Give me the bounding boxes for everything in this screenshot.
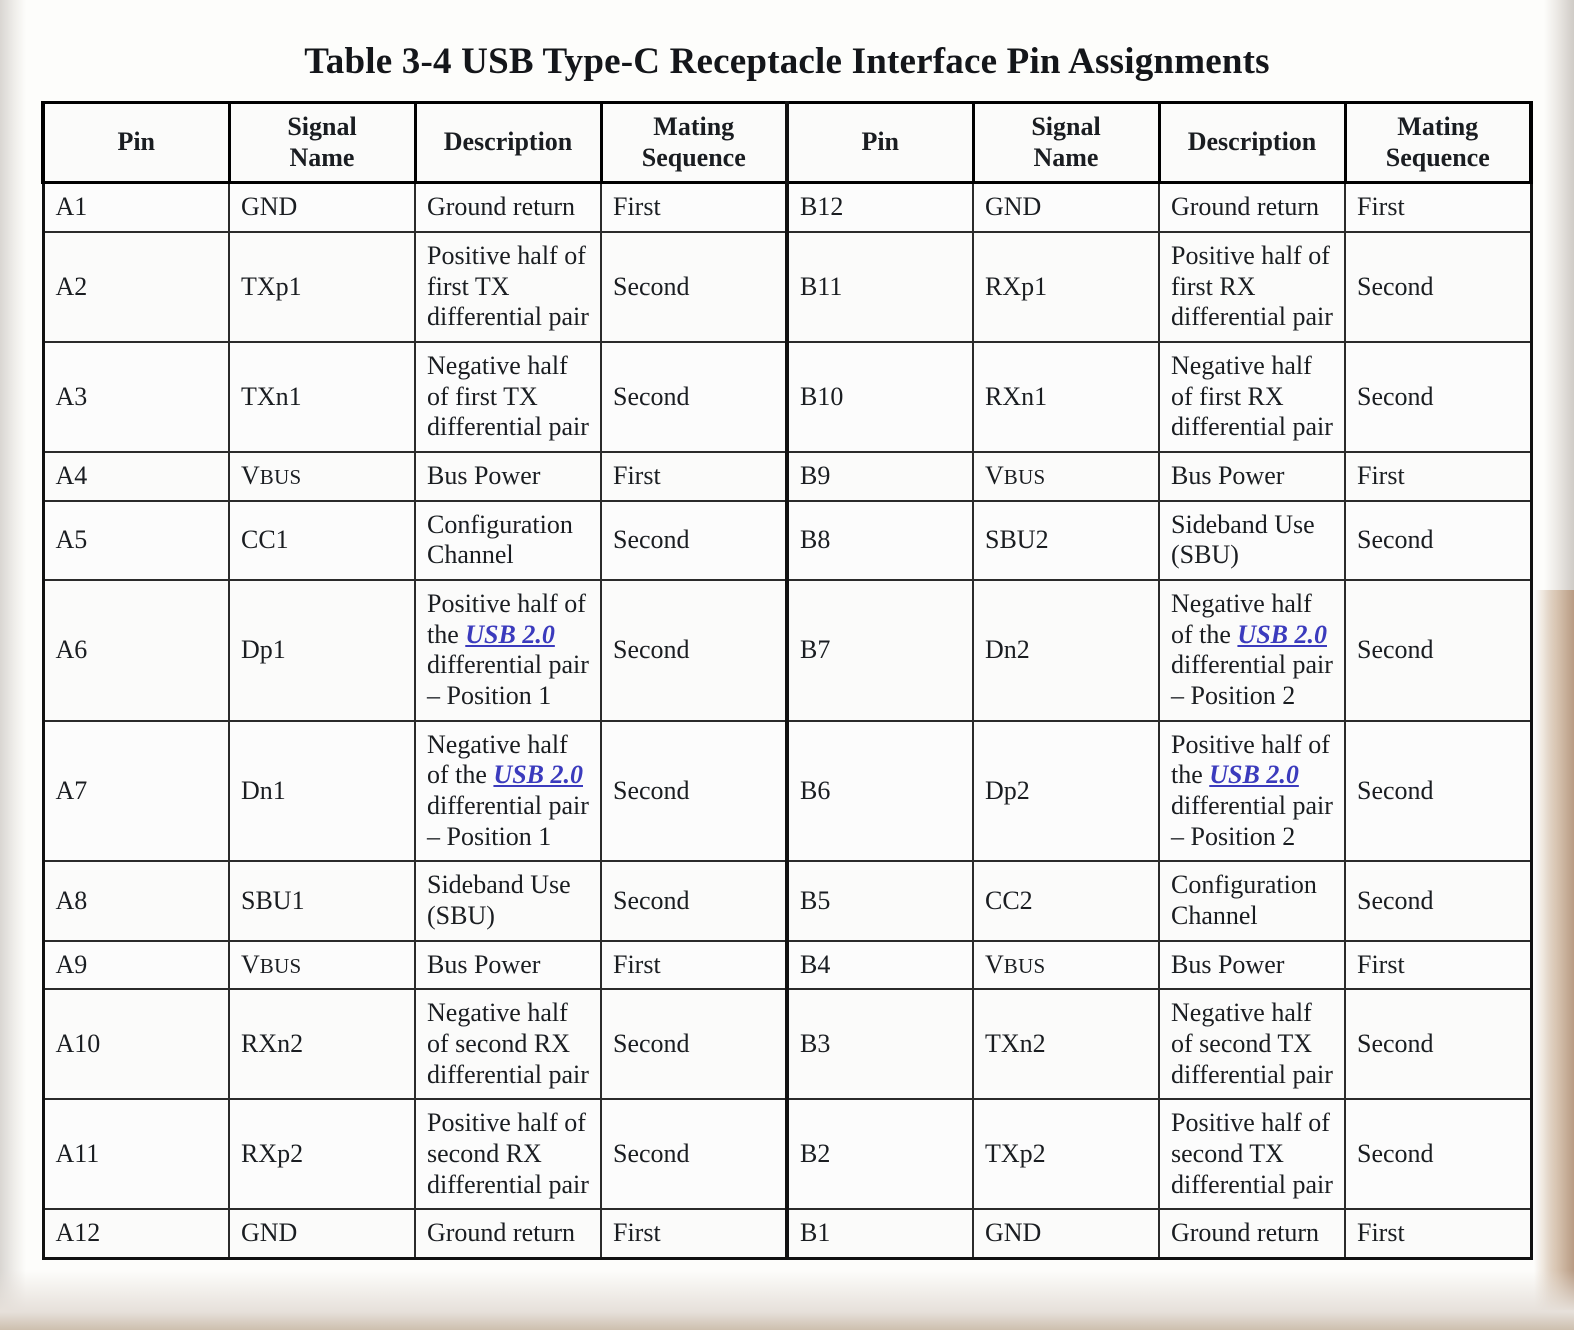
cell-description-b: Positive half of second TX differential pair <box>1159 1099 1345 1209</box>
cell-description-a: Bus Power <box>415 452 601 501</box>
table-row <box>43 232 1531 342</box>
cell-description-b: Ground return <box>1159 183 1345 232</box>
cell-description-b: Configuration Channel <box>1159 861 1345 940</box>
cell-mating-sequence-a: Second <box>601 861 787 940</box>
cell-signal-name-a: RXp2 <box>229 1099 415 1209</box>
cell-pin-b: B6 <box>787 721 973 862</box>
cell-pin-b: B5 <box>787 861 973 940</box>
signal-vbus: VBUS <box>241 949 302 979</box>
header-pin-a: Pin <box>43 103 229 183</box>
table-row <box>43 941 1531 990</box>
header-mating-line1: Mating <box>1397 112 1479 141</box>
cell-pin-b: B9 <box>787 452 973 501</box>
cell-description-a: Negative half of first TX differential pair <box>415 342 601 452</box>
cell-signal-name-a <box>229 452 415 501</box>
cell-signal-name-b: SBU2 <box>973 501 1159 580</box>
cell-signal-name-b: RXn1 <box>973 342 1159 452</box>
cell-pin-b: B4 <box>787 941 973 990</box>
table-row <box>43 501 1531 580</box>
table-header <box>43 103 1531 183</box>
cell-mating-sequence-a: First <box>601 452 787 501</box>
cell-signal-name-b <box>973 941 1159 990</box>
cell-pin-a: A3 <box>43 342 229 452</box>
cell-pin-a: A1 <box>43 183 229 232</box>
cell-mating-sequence-b: Second <box>1345 342 1531 452</box>
cell-mating-sequence-b: Second <box>1345 861 1531 940</box>
cell-pin-a: A4 <box>43 452 229 501</box>
cell-signal-name-b: GND <box>973 1209 1159 1258</box>
header-signal-line1: Signal <box>1031 112 1101 141</box>
cell-signal-name-a: TXn1 <box>229 342 415 452</box>
cell-description-b: Sideband Use (SBU) <box>1159 501 1345 580</box>
cell-mating-sequence-b: First <box>1345 183 1531 232</box>
signal-vbus: VBUS <box>985 461 1046 491</box>
cell-signal-name-a: CC1 <box>229 501 415 580</box>
header-row <box>43 103 1531 183</box>
table-row <box>43 721 1531 862</box>
table-row <box>43 989 1531 1099</box>
cell-description-a: Positive half of second RX differential pair <box>415 1099 601 1209</box>
signal-vbus: VBUS <box>985 949 1046 979</box>
cell-mating-sequence-a: First <box>601 183 787 232</box>
cell-pin-b: B10 <box>787 342 973 452</box>
header-mating-sequence-a <box>601 103 787 183</box>
cell-signal-name-b: TXn2 <box>973 989 1159 1099</box>
cell-description-b: Positive half of the USB 2.0 differential pair – Position 2 <box>1159 721 1345 862</box>
cell-mating-sequence-a: Second <box>601 721 787 862</box>
header-mating-sequence-b <box>1345 103 1531 183</box>
cell-mating-sequence-a: Second <box>601 580 787 721</box>
cell-mating-sequence-b: Second <box>1345 721 1531 862</box>
cell-pin-a: A10 <box>43 989 229 1099</box>
cell-description-a: Ground return <box>415 1209 601 1258</box>
cell-pin-a: A5 <box>43 501 229 580</box>
cell-signal-name-a: Dn1 <box>229 721 415 862</box>
cell-mating-sequence-a: Second <box>601 989 787 1099</box>
cell-signal-name-a: TXp1 <box>229 232 415 342</box>
table-row <box>43 1099 1531 1209</box>
cell-pin-b: B1 <box>787 1209 973 1258</box>
cell-mating-sequence-b: Second <box>1345 501 1531 580</box>
header-signal-line1: Signal <box>287 112 357 141</box>
cell-pin-b: B11 <box>787 232 973 342</box>
cell-pin-a: A2 <box>43 232 229 342</box>
pin-assignments-table <box>41 101 1533 1260</box>
cell-pin-a: A12 <box>43 1209 229 1258</box>
header-mating-line1: Mating <box>653 112 735 141</box>
cell-description-a: Configuration Channel <box>415 501 601 580</box>
usb-2-0-link[interactable]: USB 2.0 <box>493 760 583 790</box>
cell-signal-name-b: GND <box>973 183 1159 232</box>
cell-description-b: Negative half of second TX differential pair <box>1159 989 1345 1099</box>
usb-2-0-link[interactable]: USB 2.0 <box>1209 760 1299 790</box>
cell-mating-sequence-a: Second <box>601 501 787 580</box>
cell-mating-sequence-b: First <box>1345 452 1531 501</box>
cell-description-a: Ground return <box>415 183 601 232</box>
cell-mating-sequence-b: Second <box>1345 989 1531 1099</box>
cell-pin-a: A11 <box>43 1099 229 1209</box>
cell-description-b: Bus Power <box>1159 941 1345 990</box>
cell-pin-b: B12 <box>787 183 973 232</box>
cell-description-a: Bus Power <box>415 941 601 990</box>
cell-description-a: Negative half of second RX differential pair <box>415 989 601 1099</box>
table-caption: Table 3-4 USB Type-C Receptacle Interface Pin Assignments <box>304 41 1270 82</box>
cell-signal-name-b: TXp2 <box>973 1099 1159 1209</box>
cell-signal-name-a: SBU1 <box>229 861 415 940</box>
cell-pin-a: A6 <box>43 580 229 721</box>
cell-mating-sequence-a: First <box>601 941 787 990</box>
cell-pin-b: B8 <box>787 501 973 580</box>
cell-signal-name-b: Dn2 <box>973 580 1159 721</box>
cell-description-a: Negative half of the USB 2.0 differential pair – Position 1 <box>415 721 601 862</box>
cell-signal-name-a: Dp1 <box>229 580 415 721</box>
cell-description-b: Bus Power <box>1159 452 1345 501</box>
usb-2-0-link[interactable]: USB 2.0 <box>465 619 555 649</box>
cell-pin-a: A9 <box>43 941 229 990</box>
cell-mating-sequence-b: Second <box>1345 580 1531 721</box>
header-mating-line2: Sequence <box>641 142 746 172</box>
table-row <box>43 342 1531 452</box>
cell-signal-name-a: RXn2 <box>229 989 415 1099</box>
header-signal-name-b <box>973 103 1159 183</box>
cell-pin-a: A8 <box>43 861 229 940</box>
table-row <box>43 1209 1531 1258</box>
cell-description-a: Positive half of first TX differential pair <box>415 232 601 342</box>
cell-description-b: Positive half of first RX differential pair <box>1159 232 1345 342</box>
cell-description-a: Positive half of the USB 2.0 differential pair – Position 1 <box>415 580 601 721</box>
cell-mating-sequence-a: First <box>601 1209 787 1258</box>
cell-signal-name-b <box>973 452 1159 501</box>
cell-signal-name-b: CC2 <box>973 861 1159 940</box>
cell-description-b: Ground return <box>1159 1209 1345 1258</box>
cell-mating-sequence-b: First <box>1345 941 1531 990</box>
page-edge-bottom-shadow <box>0 1270 1574 1330</box>
header-description-b: Description <box>1159 103 1345 183</box>
header-description-a: Description <box>415 103 601 183</box>
header-signal-line2: Name <box>289 142 355 172</box>
cell-mating-sequence-b: First <box>1345 1209 1531 1258</box>
cell-mating-sequence-a: Second <box>601 232 787 342</box>
cell-signal-name-a <box>229 941 415 990</box>
cell-mating-sequence-a: Second <box>601 342 787 452</box>
cell-pin-b: B2 <box>787 1099 973 1209</box>
header-mating-line2: Sequence <box>1385 142 1490 172</box>
usb-2-0-link[interactable]: USB 2.0 <box>1237 619 1327 649</box>
cell-description-a: Sideband Use (SBU) <box>415 861 601 940</box>
cell-signal-name-b: Dp2 <box>973 721 1159 862</box>
table-row <box>43 452 1531 501</box>
header-signal-name-a <box>229 103 415 183</box>
cell-mating-sequence-b: Second <box>1345 1099 1531 1209</box>
cell-description-b: Negative half of first RX differential pair <box>1159 342 1345 452</box>
cell-signal-name-a: GND <box>229 1209 415 1258</box>
cell-mating-sequence-a: Second <box>601 1099 787 1209</box>
cell-pin-b: B3 <box>787 989 973 1099</box>
cell-pin-a: A7 <box>43 721 229 862</box>
cell-mating-sequence-b: Second <box>1345 232 1531 342</box>
table-row <box>43 580 1531 721</box>
header-pin-b: Pin <box>787 103 973 183</box>
header-signal-line2: Name <box>1033 142 1099 172</box>
cell-pin-b: B7 <box>787 580 973 721</box>
cell-description-b: Negative half of the USB 2.0 differential pair – Position 2 <box>1159 580 1345 721</box>
table-row <box>43 861 1531 940</box>
table-body <box>43 183 1531 1259</box>
cell-signal-name-a: GND <box>229 183 415 232</box>
cell-signal-name-b: RXp1 <box>973 232 1159 342</box>
signal-vbus: VBUS <box>241 461 302 491</box>
table-row <box>43 183 1531 232</box>
